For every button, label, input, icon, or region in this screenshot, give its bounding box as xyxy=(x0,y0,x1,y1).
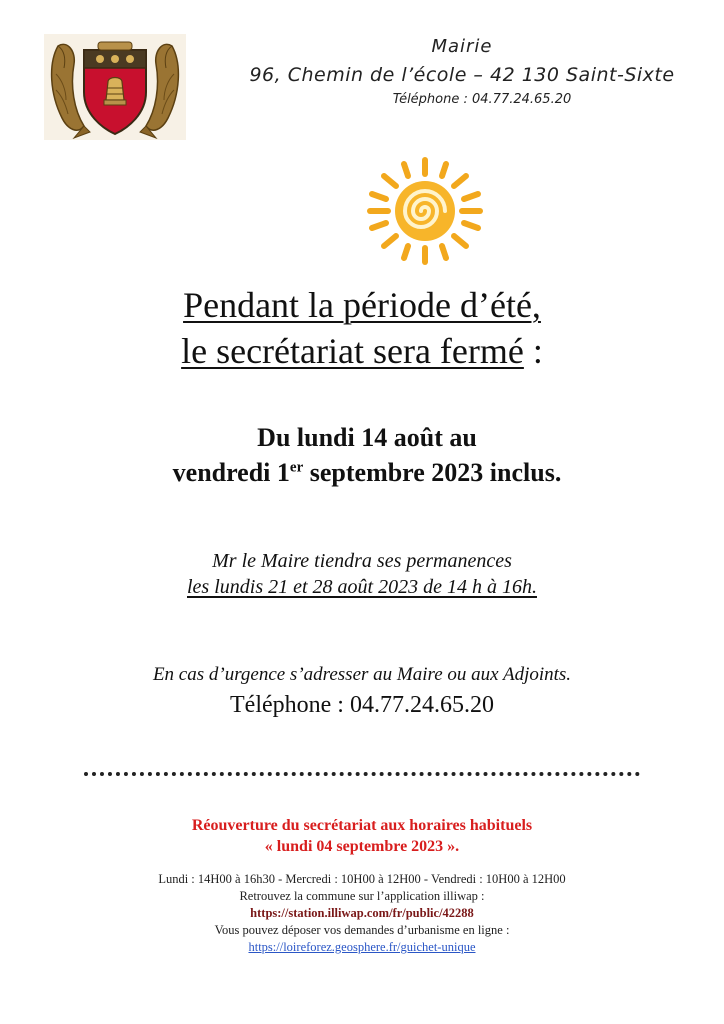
illiwap-link[interactable]: https://station.illiwap.com/fr/public/42288 xyxy=(250,906,474,920)
closure-line-2-pre: vendredi 1 xyxy=(172,458,290,487)
mairie-phone: Téléphone : 04.77.24.65.20 xyxy=(392,92,572,107)
office-hours: Lundi : 14H00 à 16h30 - Mercredi : 10H00 à 12H00 - Vendredi : 10H00 à 12H00 xyxy=(158,872,566,886)
reopening-line-2: « lundi 04 septembre 2023 ». xyxy=(264,838,460,855)
emergency-phone: Téléphone : 04.77.24.65.20 xyxy=(230,692,494,718)
emergency-contact xyxy=(0,662,724,722)
permanence-notice xyxy=(0,548,724,600)
closure-line-2 xyxy=(0,455,724,490)
guichet-unique-link[interactable]: https://loireforez.geosphere.fr/guichet-unique xyxy=(248,940,476,954)
title-suffix: : xyxy=(523,331,543,371)
urbanisme-note: Vous pouvez déposer vos demandes d’urbanisme en ligne : xyxy=(214,923,510,937)
announcement-title xyxy=(0,282,724,374)
mairie-header xyxy=(200,36,724,110)
mairie-title: Mairie xyxy=(431,36,493,57)
permanence-line-2: les lundis 21 et 28 août 2023 de 14 h à 16h. xyxy=(187,576,537,598)
closure-ordinal: er xyxy=(289,459,304,476)
sun-icon xyxy=(362,156,488,266)
crest-logo xyxy=(44,34,186,140)
coat-of-arms-icon xyxy=(44,34,186,140)
reopening-notice xyxy=(0,815,724,857)
title-line-1: Pendant la période d’été, xyxy=(183,285,541,325)
app-note: Retrouvez la commune sur l’application illiwap : xyxy=(239,889,485,903)
dotted-divider xyxy=(84,772,640,776)
emergency-note: En cas d’urgence s’adresser au Maire ou aux Adjoints. xyxy=(152,664,572,685)
reopening-line-1: Réouverture du secrétariat aux horaires habituels xyxy=(191,817,533,834)
closure-line-2-post: septembre 2023 inclus. xyxy=(303,458,562,487)
footer-info xyxy=(0,871,724,956)
permanence-line-1: Mr le Maire tiendra ses permanences xyxy=(212,550,512,572)
mairie-address: 96, Chemin de l’école – 42 130 Saint-Sixte xyxy=(249,64,675,86)
closure-line-1: Du lundi 14 août au xyxy=(257,423,477,452)
closure-dates xyxy=(0,420,724,490)
title-line-2: le secrétariat sera fermé xyxy=(181,331,524,371)
